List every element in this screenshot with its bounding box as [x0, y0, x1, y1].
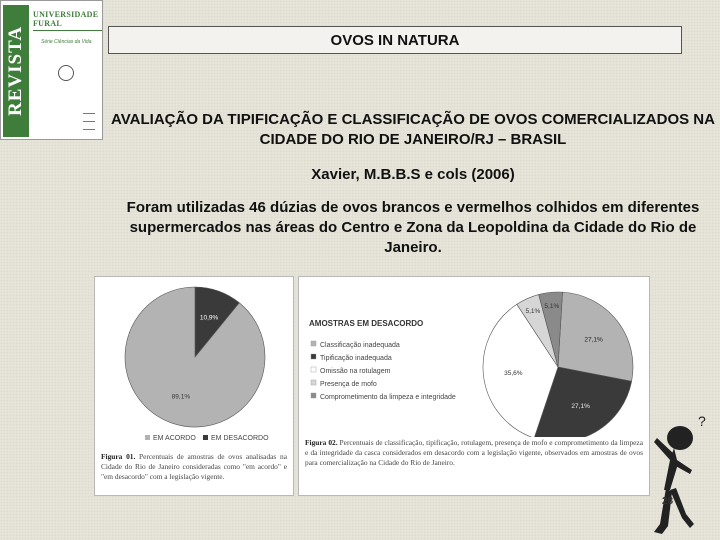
cover-vertical-title: REVISTA: [3, 5, 29, 137]
legend-swatch: [311, 380, 316, 385]
legend-entry: Presença de mofo: [320, 381, 377, 388]
seal-icon: [58, 65, 74, 81]
figure-1-caption-label: Figura 01.: [101, 452, 136, 461]
pie-slice-label: 5,1%: [544, 302, 560, 310]
slide-title: OVOS IN NATURA: [108, 26, 682, 54]
study-description: Foram utilizadas 46 dúzias de ovos brancos e vermelhos colhidos em diferentes supermercados nas áreas do Centro e Zona da Leopoldina da Cidade do Rio de Janeiro.: [126, 199, 700, 256]
legend-entry: EM DESACORDO: [211, 435, 269, 442]
legend-swatch: [311, 354, 316, 359]
thinking-person-icon: [644, 402, 720, 540]
cover-university-name: UNIVERSIDADE FURAL: [33, 10, 102, 31]
figure-1-pie-chart: [95, 277, 294, 452]
page-number: 28: [662, 496, 674, 507]
svg-text:?: ?: [698, 413, 706, 429]
cover-divider: [83, 121, 95, 122]
pie-slice-label: 27,1%: [584, 336, 603, 344]
study-author: Xavier, M.B.B.S e cols (2006): [311, 166, 515, 183]
pie-slice-label: 5,1%: [525, 307, 541, 315]
figure-2-caption-label: Figura 02.: [305, 438, 338, 447]
legend-entry: Omissão na rotulagem: [320, 368, 391, 375]
legend-entry: Classificação inadequada: [320, 342, 400, 349]
figure-2-caption: [305, 438, 643, 468]
legend-swatch: [311, 367, 316, 372]
figure-2-caption-text: Percentuais de classificação, tipificação, rotulagem, presença de mofo e comprometimento da limpeza e da integridade da casca considerados em desacordo com a legislação vigente, observados em amostras de ovos para comercialização na Cidade do Rio de Janeiro.: [305, 438, 643, 467]
legend-entry: Comprometimento da limpeza e integridade: [320, 394, 456, 401]
study-heading: AVALIAÇÃO DA TIPIFICAÇÃO E CLASSIFICAÇÃO DE OVOS COMERCIALIZADOS NA CIDADE DO RIO DE JANEIRO/RJ – BRASIL: [111, 111, 715, 148]
figure-1-caption-text: Percentuais de amostras de ovos analisadas na Cidade do Rio de Janeiro consideradas como "em acordo" e "em desacordo" com a legislação vigente.: [101, 452, 287, 481]
pie-slice-label: 10,9%: [199, 314, 219, 322]
legend-entry: Tipificação inadequada: [320, 355, 392, 362]
magazine-cover-logo: [0, 0, 103, 140]
figure-2-pie-chart: [299, 277, 650, 437]
pie-slice-label: 89,1%: [171, 393, 191, 401]
cover-subtitle: Série Ciências da Vida: [41, 39, 92, 45]
pie-slice-label: 27,1%: [571, 402, 590, 410]
figure-2-title: AMOSTRAS EM DESACORDO: [309, 319, 424, 328]
figure-1: [94, 276, 294, 496]
legend-swatch: [203, 435, 208, 440]
pie-slice-label: 35,6%: [504, 369, 523, 377]
figure-1-caption: [101, 452, 287, 482]
pie-slice: [125, 287, 265, 427]
legend-entry: EM ACORDO: [153, 435, 196, 442]
cover-divider: [83, 129, 95, 130]
cover-divider: [83, 113, 95, 114]
legend-swatch: [311, 393, 316, 398]
legend-swatch: [145, 435, 150, 440]
legend-swatch: [311, 341, 316, 346]
figure-2: [298, 276, 650, 496]
